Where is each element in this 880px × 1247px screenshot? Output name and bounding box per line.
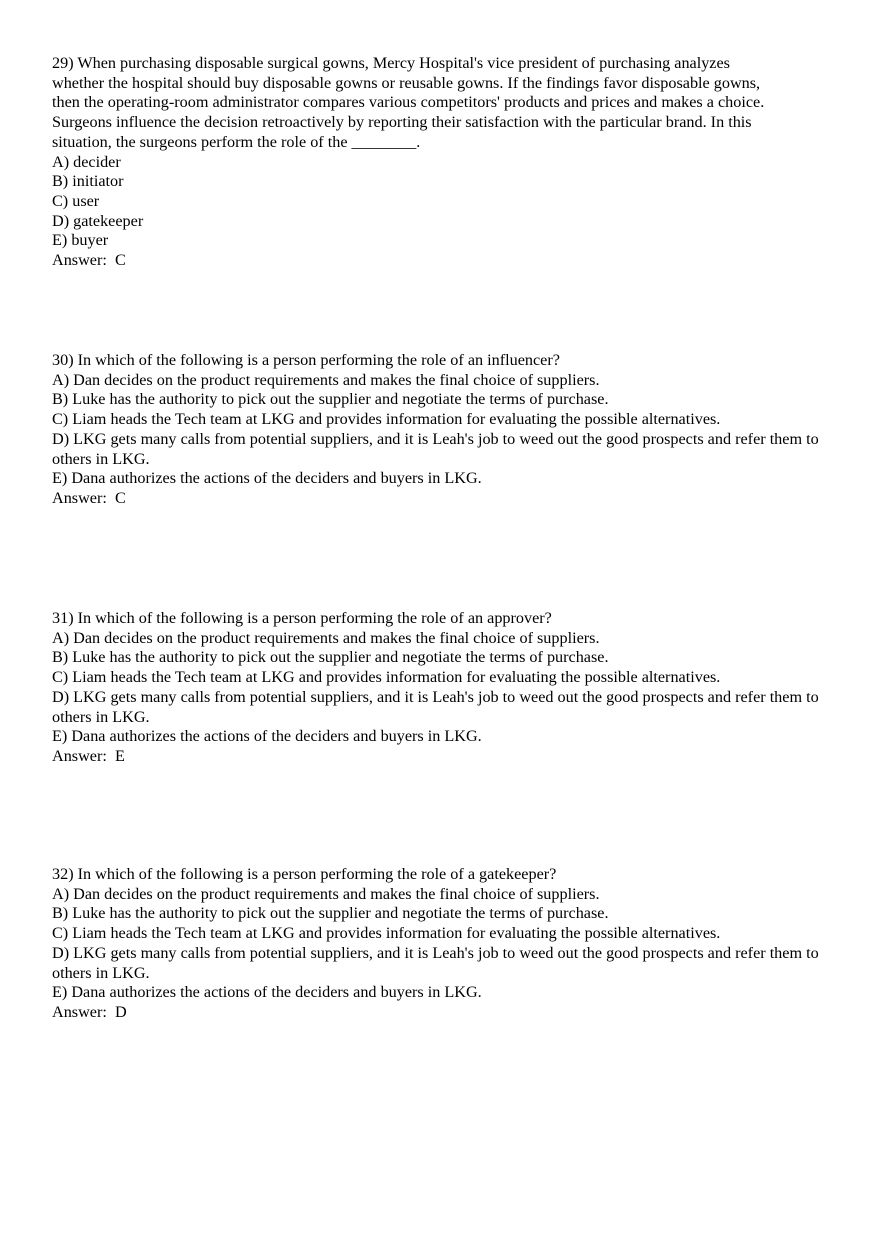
choice-d: D) LKG gets many calls from potential suppliers, and it is Leah's job to weed out the good prospects and refer them to others in LKG. bbox=[52, 687, 819, 726]
question-stem bbox=[52, 865, 827, 885]
answer: Answer: D bbox=[52, 1002, 127, 1021]
choice-d: D) gatekeeper bbox=[52, 211, 144, 230]
choice-b: B) Luke has the authority to pick out the supplier and negotiate the terms of purchase. bbox=[52, 390, 609, 409]
stem-line: 29) When purchasing disposable surgical gowns, Mercy Hospital's vice president of purchasing analyzes bbox=[52, 54, 730, 72]
stem-line: 31) In which of the following is a person performing the role of an approver? bbox=[52, 609, 552, 627]
choice-a: A) Dan decides on the product requirements and makes the final choice of suppliers. bbox=[52, 884, 600, 903]
stem-line: whether the hospital should buy disposable gowns or reusable gowns. If the findings favor disposable gowns, bbox=[52, 73, 761, 92]
question-stem bbox=[52, 54, 827, 153]
question-32 bbox=[52, 865, 827, 1023]
stem-line: Surgeons influence the decision retroactively by reporting their satisfaction with the particular brand. In this bbox=[52, 113, 752, 132]
choice-a: A) Dan decides on the product requirements and makes the final choice of suppliers. bbox=[52, 628, 600, 647]
question-stem bbox=[52, 351, 827, 371]
question-30 bbox=[52, 351, 827, 509]
choice-e: E) Dana authorizes the actions of the deciders and buyers in LKG. bbox=[52, 983, 482, 1002]
choice-list bbox=[52, 371, 827, 489]
choice-c: C) Liam heads the Tech team at LKG and provides information for evaluating the possible alternatives. bbox=[52, 410, 721, 429]
choice-c: C) Liam heads the Tech team at LKG and provides information for evaluating the possible alternatives. bbox=[52, 668, 721, 687]
choice-b: B) initiator bbox=[52, 172, 124, 191]
choice-list bbox=[52, 629, 827, 747]
answer: Answer: E bbox=[52, 746, 125, 765]
choice-d: D) LKG gets many calls from potential suppliers, and it is Leah's job to weed out the good prospects and refer them to others in LKG. bbox=[52, 943, 819, 982]
choice-e: E) buyer bbox=[52, 231, 109, 250]
choice-a: A) decider bbox=[52, 152, 121, 171]
answer: Answer: C bbox=[52, 251, 126, 270]
stem-line: then the operating-room administrator compares various competitors' products and prices and makes a choice. bbox=[52, 93, 765, 112]
choice-b: B) Luke has the authority to pick out the supplier and negotiate the terms of purchase. bbox=[52, 904, 609, 923]
choice-e: E) Dana authorizes the actions of the deciders and buyers in LKG. bbox=[52, 469, 482, 488]
stem-line: 32) In which of the following is a person performing the role of a gatekeeper? bbox=[52, 865, 557, 883]
question-29 bbox=[52, 54, 827, 271]
choice-c: C) user bbox=[52, 191, 100, 210]
choice-a: A) Dan decides on the product requirements and makes the final choice of suppliers. bbox=[52, 370, 600, 389]
stem-line: 30) In which of the following is a person performing the role of an influencer? bbox=[52, 351, 560, 369]
question-stem bbox=[52, 609, 827, 629]
answer: Answer: C bbox=[52, 488, 126, 507]
choice-c: C) Liam heads the Tech team at LKG and provides information for evaluating the possible alternatives. bbox=[52, 924, 721, 943]
question-31 bbox=[52, 609, 827, 767]
choice-b: B) Luke has the authority to pick out the supplier and negotiate the terms of purchase. bbox=[52, 648, 609, 667]
stem-line: situation, the surgeons perform the role of the ________. bbox=[52, 132, 421, 151]
choice-e: E) Dana authorizes the actions of the deciders and buyers in LKG. bbox=[52, 727, 482, 746]
choice-list bbox=[52, 153, 827, 252]
choice-d: D) LKG gets many calls from potential suppliers, and it is Leah's job to weed out the good prospects and refer them to others in LKG. bbox=[52, 429, 819, 468]
choice-list bbox=[52, 885, 827, 1003]
